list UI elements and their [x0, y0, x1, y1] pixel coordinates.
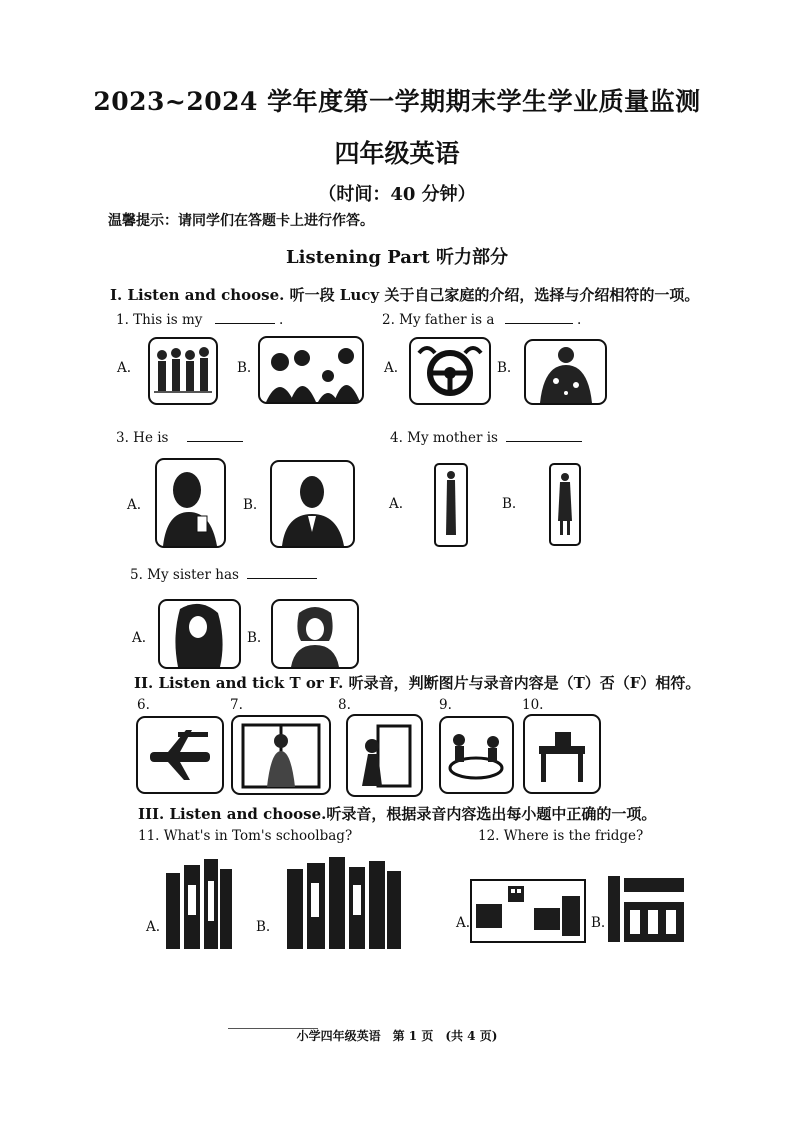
- section-3-title: III. Listen and choose.听录音，根据录音内容选出每小题中正确的一项。: [138, 805, 657, 823]
- pilot-person-image[interactable]: [524, 339, 607, 405]
- option-a-label: A.: [384, 360, 399, 376]
- question-4: 4. My mother is: [390, 429, 582, 446]
- answer-blank[interactable]: [506, 429, 582, 442]
- option-a-label: A.: [456, 915, 471, 931]
- question-2: 2. My father is a .: [382, 312, 582, 328]
- question-1: 1. This is my .: [116, 312, 284, 328]
- answer-blank[interactable]: [187, 429, 243, 442]
- option-a-label: A.: [389, 496, 404, 512]
- question-12: 12. Where is the fridge?: [478, 828, 644, 844]
- item-number-8: 8.: [338, 697, 351, 713]
- option-b-label: B.: [243, 497, 258, 513]
- living-room-image[interactable]: [470, 872, 586, 944]
- steering-wheel-image[interactable]: [409, 337, 491, 405]
- exam-title: 2023~2024 学年度第一学期期末学生学业质量监测: [93, 87, 701, 116]
- answer-blank[interactable]: [247, 566, 317, 579]
- item-number-7: 7.: [230, 697, 243, 713]
- option-a-label: A.: [117, 360, 132, 376]
- item-number-6: 6.: [137, 697, 150, 713]
- tall-woman-image[interactable]: [434, 463, 468, 547]
- option-b-label: B.: [502, 496, 517, 512]
- kitchen-image[interactable]: [606, 872, 688, 944]
- boy-door-image[interactable]: [346, 714, 423, 797]
- option-b-label: B.: [237, 360, 252, 376]
- answer-blank[interactable]: [215, 311, 275, 324]
- family-group-image[interactable]: [258, 336, 364, 404]
- question-3: 3. He is: [116, 429, 243, 446]
- answer-blank[interactable]: [505, 311, 573, 324]
- young-man-image[interactable]: [270, 460, 355, 548]
- option-b-label: B.: [591, 915, 606, 931]
- desk-image[interactable]: [523, 714, 601, 794]
- option-b-label: B.: [497, 360, 512, 376]
- option-b-label: B.: [247, 630, 262, 646]
- family-photo-image[interactable]: [148, 337, 218, 405]
- tip-text: 温馨提示：请同学们在答题卡上进行作答。: [108, 213, 374, 229]
- short-woman-image[interactable]: [549, 463, 581, 546]
- option-a-label: A.: [146, 919, 161, 935]
- item-number-9: 9.: [439, 697, 452, 713]
- books-a-image[interactable]: [164, 855, 234, 949]
- books-b-image[interactable]: [285, 855, 403, 949]
- option-a-label: A.: [127, 497, 142, 513]
- plane-image[interactable]: [136, 716, 224, 794]
- subject-title: 四年级英语: [334, 139, 460, 168]
- part-title: Listening Part 听力部分: [285, 247, 509, 268]
- short-hair-girl-image[interactable]: [271, 599, 359, 669]
- question-5: 5. My sister has: [130, 566, 317, 583]
- long-hair-girl-image[interactable]: [158, 599, 241, 669]
- time-limit: （时间：40 分钟）: [318, 184, 476, 205]
- girl-window-image[interactable]: [231, 715, 331, 795]
- children-table-image[interactable]: [439, 716, 514, 794]
- option-b-label: B.: [256, 919, 271, 935]
- page-footer: 小学四年级英语 第 1 页 (共 4 页): [296, 1029, 498, 1043]
- section-1-title: I. Listen and choose. 听一段 Lucy 关于自己家庭的介绍，选择与介绍相符的一项。: [110, 286, 700, 304]
- section-2-title: II. Listen and tick T or F. 听录音，判断图片与录音内容是（T）否（F）相符。: [134, 674, 701, 692]
- question-11: 11. What's in Tom's schoolbag?: [138, 828, 353, 844]
- option-a-label: A.: [132, 630, 147, 646]
- old-man-image[interactable]: [155, 458, 226, 548]
- item-number-10: 10.: [522, 697, 544, 713]
